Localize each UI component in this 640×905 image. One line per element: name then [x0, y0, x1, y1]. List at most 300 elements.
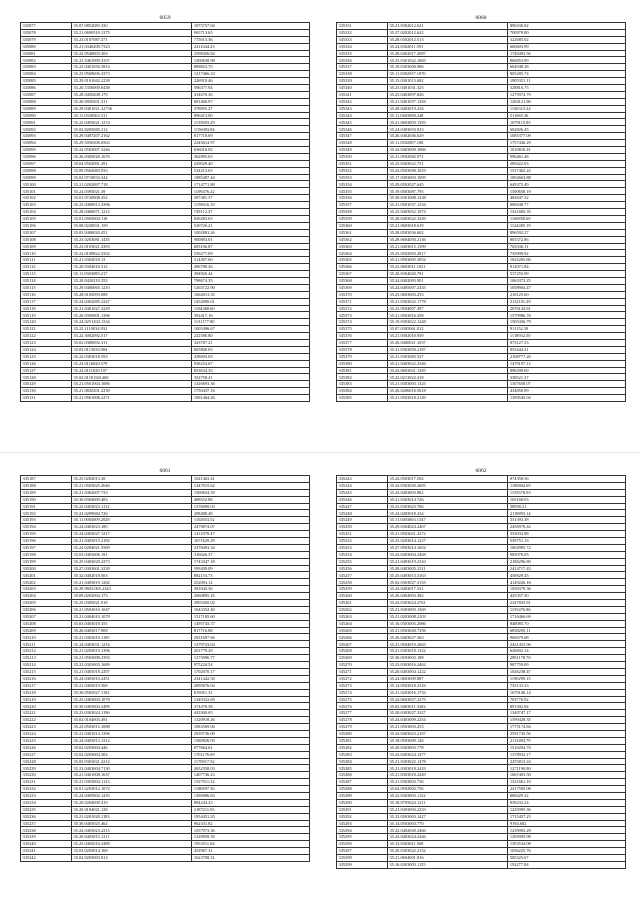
amount-cell: 1380826.05	[192, 737, 310, 744]
row-id-cell: 335084	[21, 71, 72, 78]
code-cell: 35.02.0303027.3155	[388, 579, 508, 586]
row-id-cell: 335347	[337, 133, 388, 140]
table-row	[337, 202, 626, 209]
row-id-cell: 335190	[21, 496, 72, 503]
amount-cell: 649375.49	[508, 181, 626, 188]
code-cell: 35.26.0206016.5618	[388, 388, 508, 395]
code-cell: 35.11.0330563.311	[72, 112, 192, 119]
table-row	[21, 827, 310, 834]
table-row	[337, 64, 626, 71]
amount-cell: 1156313.24	[508, 105, 626, 112]
row-id-cell: 335195	[21, 531, 72, 538]
row-id-cell: 335221	[21, 710, 72, 717]
row-id-cell: 335085	[21, 78, 72, 85]
code-cell: 35.23.0400013.3396	[72, 202, 192, 209]
table-row	[21, 257, 310, 264]
amount-cell: 808429.32	[508, 792, 626, 799]
table-row	[21, 133, 310, 140]
table-row	[337, 326, 626, 333]
table-row	[337, 641, 626, 648]
row-id-cell: 335130	[21, 388, 72, 395]
amount-cell: 2891178.70	[508, 655, 626, 662]
amount-cell: 1715457.25	[508, 813, 626, 820]
table-row	[337, 627, 626, 634]
code-cell: 35.26.0305020.1676	[72, 153, 192, 160]
table-row	[337, 229, 626, 236]
table-row	[337, 133, 626, 140]
row-id-cell: 335252	[337, 538, 388, 545]
code-cell: 35.21.0501004.1086	[72, 381, 192, 388]
table-row	[21, 531, 310, 538]
amount-cell: 323787.21	[192, 339, 310, 346]
table-row	[21, 806, 310, 813]
amount-cell: 1527911.32	[192, 779, 310, 786]
table-row	[337, 160, 626, 167]
code-cell: 35.21.0503003.253	[388, 724, 508, 731]
code-cell: 35.04.9502091.291	[72, 160, 192, 167]
row-id-cell: 335077	[21, 23, 72, 30]
table-row	[337, 43, 626, 50]
table-row	[21, 71, 310, 78]
amount-cell: 1320958.39	[192, 834, 310, 841]
row-id-cell: 335263	[337, 613, 388, 620]
row-id-cell: 335082	[21, 57, 72, 64]
table-row	[21, 482, 310, 489]
table-row	[337, 620, 626, 627]
row-id-cell: 335363	[337, 243, 388, 250]
code-cell: 35.23.0403004.7130	[72, 765, 192, 772]
code-cell: 35.21.0503009.2393	[72, 655, 192, 662]
table-row	[21, 489, 310, 496]
amount-cell: 877664.61	[192, 744, 310, 751]
code-cell: 35.01.0203012.1072	[72, 786, 192, 793]
table-row	[21, 339, 310, 346]
row-id-cell: 335220	[21, 703, 72, 710]
amount-cell: 1679140.14	[508, 689, 626, 696]
row-id-cell: 335215	[21, 668, 72, 675]
table-row	[21, 724, 310, 731]
amount-cell: 1749493.56	[508, 50, 626, 57]
code-cell: 35.26.0404003.382	[388, 593, 508, 600]
code-cell: 35.24.0603027.2275	[388, 696, 508, 703]
row-id-cell: 335371	[337, 298, 388, 305]
row-id-cell: 335229	[21, 765, 72, 772]
row-id-cell: 335350	[337, 153, 388, 160]
code-cell: 35.23.0203014.1227	[388, 538, 508, 545]
code-cell: 35.23.0402016.2489	[72, 841, 192, 848]
amount-cell: 896330.02	[508, 23, 626, 30]
table-row	[337, 264, 626, 271]
row-id-cell: 335128	[21, 374, 72, 381]
row-id-cell: 335332	[337, 29, 388, 36]
amount-cell: 208488.48	[192, 510, 310, 517]
code-cell: 35.23.0301022.1065	[388, 57, 508, 64]
row-id-cell: 335211	[21, 641, 72, 648]
code-cell: 35.03.0203014.168	[72, 848, 192, 855]
row-id-cell: 335205	[21, 600, 72, 607]
table-row	[337, 50, 626, 57]
table-row	[337, 806, 626, 813]
table-row	[21, 277, 310, 284]
code-cell: 35.23.0401050.5813	[72, 64, 192, 71]
code-cell: 35.24.0403024.2446	[388, 834, 508, 841]
table-row	[337, 841, 626, 848]
table-row	[337, 648, 626, 655]
code-cell: 35.24.0395021.39	[72, 188, 192, 195]
row-id-cell: 335275	[337, 696, 388, 703]
table-panel	[336, 14, 626, 402]
amount-cell: 896413.00	[192, 112, 310, 119]
code-cell: 35.23.0403052.1074	[388, 209, 508, 216]
code-cell: 35.24.0405007.2435	[388, 284, 508, 291]
code-cell: 35.24.0302011.591	[388, 43, 508, 50]
table-row	[337, 167, 626, 174]
code-cell: 35.28.0105093.088	[72, 291, 192, 298]
code-cell: 35.21.0401008.1637	[72, 772, 192, 779]
table-row	[21, 126, 310, 133]
code-cell: 35.21.0302010.939	[388, 333, 508, 340]
row-id-cell: 335352	[337, 167, 388, 174]
amount-cell: 812071.84	[508, 264, 626, 271]
code-cell: 35.19.0303022.1248	[388, 319, 508, 326]
amount-cell: 1517185.60	[192, 613, 310, 620]
code-cell: 35.21.0303003.1369	[388, 606, 508, 613]
row-id-cell: 335228	[21, 758, 72, 765]
table-row	[21, 717, 310, 724]
code-cell: 35.30.0505027.1192	[72, 689, 192, 696]
row-id-cell: 335093	[21, 133, 72, 140]
table-row	[21, 744, 310, 751]
row-id-cell: 335249	[337, 517, 388, 524]
row-id-cell: 335335	[337, 50, 388, 57]
row-id-cell: 335094	[21, 140, 72, 147]
row-id-cell: 335255	[337, 558, 388, 565]
code-cell: 35.24.0503017.502	[388, 476, 508, 483]
amount-cell: 2479874.07	[192, 524, 310, 531]
code-cell: 35.22.0303018.593	[72, 353, 192, 360]
table-row	[21, 627, 310, 634]
row-id-cell: 335383	[337, 381, 388, 388]
code-cell: 35.28.0403019.234	[388, 105, 508, 112]
amount-cell: 1320918.26	[192, 717, 310, 724]
amount-cell: 1026238.47	[508, 668, 626, 675]
table-row	[21, 160, 310, 167]
amount-cell: 896592.27	[508, 229, 626, 236]
amount-cell: 222580.80	[192, 333, 310, 340]
amount-cell: 965713.65	[192, 29, 310, 36]
row-id-cell: 335253	[337, 544, 388, 551]
amount-cell: 252093.12	[192, 579, 310, 586]
amount-cell: 2095676.04	[192, 682, 310, 689]
table-row	[337, 751, 626, 758]
row-id-cell: 335259	[337, 586, 388, 593]
table-row	[21, 510, 310, 517]
row-id-cell: 335239	[21, 834, 72, 841]
table-row	[21, 565, 310, 572]
amount-cell: 2245614.97	[192, 140, 310, 147]
amount-cell: 1118932.50	[508, 333, 626, 340]
table-row	[337, 147, 626, 154]
amount-cell: 165168.03	[508, 496, 626, 503]
table-row	[21, 613, 310, 620]
amount-cell: 848085.70	[508, 620, 626, 627]
table-row	[337, 353, 626, 360]
row-id-cell: 335080	[21, 43, 72, 50]
amount-cell: 1953511.04	[192, 841, 310, 848]
row-id-cell: 335353	[337, 174, 388, 181]
amount-cell: 1560654.39	[192, 489, 310, 496]
amount-cell: 1667403.50	[508, 772, 626, 779]
table-row	[337, 333, 626, 340]
row-id-cell: 335234	[21, 799, 72, 806]
table-row	[337, 339, 626, 346]
data-table	[336, 22, 626, 402]
table-row	[21, 758, 310, 765]
amount-cell: 553033.98	[508, 531, 626, 538]
code-cell: 35.21.0690510.1375	[72, 29, 192, 36]
table-row	[21, 43, 310, 50]
table-row	[21, 153, 310, 160]
amount-cell: 392417.16	[192, 312, 310, 319]
table-row	[21, 298, 310, 305]
amount-cell: 805800.05	[192, 346, 310, 353]
row-id-cell: 335095	[21, 147, 72, 154]
table-row	[21, 558, 310, 565]
code-cell: 35.22.0493621.1274	[72, 119, 192, 126]
row-id-cell: 335125	[21, 353, 72, 360]
amount-cell: 1155578.03	[508, 489, 626, 496]
table-row	[337, 188, 626, 195]
code-cell: 35.22.3002092.517	[72, 333, 192, 340]
table-row	[337, 606, 626, 613]
amount-cell: 1131177.80	[192, 319, 310, 326]
code-cell: 35.21.0503025.2646	[72, 482, 192, 489]
table-row	[21, 620, 310, 627]
table-row	[337, 820, 626, 827]
amount-cell: 1036225.76	[508, 848, 626, 855]
table-row	[21, 367, 310, 374]
amount-cell: 1271190.90	[508, 765, 626, 772]
code-cell: 35.21.0403022.2346	[388, 360, 508, 367]
row-id-cell: 335362	[337, 236, 388, 243]
row-id-cell: 335269	[337, 655, 388, 662]
row-id-cell: 335197	[21, 544, 72, 551]
row-id-cell: 335223	[21, 724, 72, 731]
row-id-cell: 335260	[337, 593, 388, 600]
amount-cell: 539751.13	[508, 538, 626, 545]
row-id-cell: 335089	[21, 105, 72, 112]
table-row	[337, 291, 626, 298]
code-cell: 35.20.0399001.1396	[72, 312, 192, 319]
row-id-cell: 335265	[337, 627, 388, 634]
amount-cell: 539277.09	[192, 250, 310, 257]
amount-cell: 1156003.84	[192, 126, 310, 133]
table-row	[21, 174, 310, 181]
data-table	[20, 475, 310, 862]
row-id-cell: 335342	[337, 98, 388, 105]
amount-cell: 289422.03	[508, 160, 626, 167]
amount-cell: 408552.88	[192, 496, 310, 503]
row-id-cell: 335078	[21, 29, 72, 36]
code-cell: 35.21.0603003.1393	[388, 119, 508, 126]
code-cell: 35.21.0303004.1123	[72, 779, 192, 786]
row-id-cell: 335340	[337, 85, 388, 92]
amount-cell: 238693.03	[192, 353, 310, 360]
row-id-cell: 335126	[21, 360, 72, 367]
code-cell: 35.21.0403015.1399	[388, 243, 508, 250]
table-row	[337, 710, 626, 717]
code-cell: 35.26.0950201.311	[72, 98, 192, 105]
code-cell: 35.24.0402083.901	[388, 277, 508, 284]
amount-cell: 1135693.29	[192, 119, 310, 126]
amount-cell: 1376099.03	[192, 503, 310, 510]
amount-cell: 1416693.36	[192, 381, 310, 388]
panel-title: 6059	[159, 15, 171, 21]
code-cell: 35.29.0304024.2467	[388, 524, 508, 531]
code-cell: 35.26.0403017.908	[72, 627, 192, 634]
row-id-cell: 335104	[21, 209, 72, 216]
row-id-cell: 335277	[337, 710, 388, 717]
row-id-cell: 335098	[21, 167, 72, 174]
row-id-cell: 335357	[337, 202, 388, 209]
row-id-cell: 335097	[21, 160, 72, 167]
row-id-cell: 335188	[21, 482, 72, 489]
table-row	[337, 689, 626, 696]
code-cell: 35.27.0202012.622	[388, 29, 508, 36]
code-cell: 35.23.0503015.1088	[72, 724, 192, 731]
code-cell: 35.09.0202004.173	[72, 593, 192, 600]
amount-cell: 2341442.50	[192, 675, 310, 682]
table-row	[21, 854, 310, 861]
page-sheet-bottom	[0, 453, 640, 905]
code-cell: 35.11.0303085.217	[72, 271, 192, 278]
amount-cell: 434850.09	[508, 388, 626, 395]
table-row	[337, 395, 626, 402]
table-row	[21, 496, 310, 503]
amount-cell: 482847.32	[508, 195, 626, 202]
code-cell: 35.30.0405025.462	[72, 820, 192, 827]
row-id-cell: 335091	[21, 119, 72, 126]
code-cell: 35.28.9603.005.2343	[72, 586, 192, 593]
code-cell: 35.19.0503087.795	[388, 188, 508, 195]
code-cell: 35.24.0403009.2254	[388, 717, 508, 724]
table-row	[337, 799, 626, 806]
table-row	[337, 737, 626, 744]
code-cell: 35.21.0303003.736	[388, 779, 508, 786]
code-cell: 35.04.0502002.756	[388, 786, 508, 793]
amount-cell: 1321685.35	[508, 209, 626, 216]
amount-cell: 1505436.79	[508, 319, 626, 326]
row-id-cell: 335096	[21, 153, 72, 160]
amount-cell: 1349332.65	[192, 696, 310, 703]
row-id-cell: 335349	[337, 147, 388, 154]
table-row	[21, 841, 310, 848]
code-cell: 35.22.0503007.3246	[72, 147, 192, 154]
code-cell: 35.02.8205085.212	[72, 126, 192, 133]
code-cell: 35.24.0403023.2215	[72, 827, 192, 834]
code-cell: 35.29.0401021.22736	[72, 105, 192, 112]
amount-cell: 328816.75	[508, 85, 626, 92]
amount-cell: 394826.44	[192, 271, 310, 278]
table-row	[337, 388, 626, 395]
amount-cell: 2456978.42	[508, 524, 626, 531]
code-cell: 35.15.0301013.682	[388, 78, 508, 85]
row-id-cell: 335381	[337, 367, 388, 374]
table-row	[337, 586, 626, 593]
row-id-cell: 335115	[21, 284, 72, 291]
code-cell: 35.21.0201020.1183	[72, 813, 192, 820]
table-row	[337, 489, 626, 496]
row-id-cell: 335196	[21, 538, 72, 545]
row-id-cell: 335288	[337, 786, 388, 793]
code-cell: 35.24.0603021.1285	[388, 367, 508, 374]
table-row	[337, 71, 626, 78]
code-cell: 35.22.0402020.2466	[388, 827, 508, 834]
row-id-cell: 335192	[21, 510, 72, 517]
table-row	[21, 710, 310, 717]
row-id-cell: 335296	[337, 841, 388, 848]
row-id-cell: 335114	[21, 277, 72, 284]
row-id-cell: 335232	[21, 786, 72, 793]
table-row	[21, 291, 310, 298]
code-cell: 35.24.0603009.887	[388, 675, 508, 682]
row-id-cell: 335083	[21, 64, 72, 71]
row-id-cell: 335122	[21, 333, 72, 340]
row-id-cell: 335339	[337, 78, 388, 85]
amount-cell: 874358.36	[508, 476, 626, 483]
amount-cell: 1286986.63	[192, 792, 310, 799]
table-row	[337, 668, 626, 675]
code-cell: 35.07.0305061.812	[388, 326, 508, 333]
row-id-cell: 335119	[21, 312, 72, 319]
table-row	[337, 23, 626, 30]
row-id-cell: 335385	[337, 395, 388, 402]
amount-cell: 798674.35	[192, 277, 310, 284]
code-cell: 35.20.0304016.512	[72, 264, 192, 271]
table-panel	[20, 14, 310, 402]
amount-cell: 2905450.02	[192, 600, 310, 607]
amount-cell: 1075757.04	[192, 23, 310, 30]
code-cell: 35.21.0503020.7356	[388, 627, 508, 634]
code-cell: 35.24.0403023.180	[72, 524, 192, 531]
row-id-cell: 335235	[21, 806, 72, 813]
table-row	[21, 381, 310, 388]
row-id-cell: 335214	[21, 662, 72, 669]
table-row	[337, 91, 626, 98]
code-cell: 35.21.0501037.1234	[388, 202, 508, 209]
code-cell: 35.29.0101042.2239	[72, 78, 192, 85]
table-row	[21, 119, 310, 126]
code-cell: 35.24.0403010.2451	[72, 675, 192, 682]
table-row	[337, 744, 626, 751]
code-cell: 35.22.0213022.418	[388, 374, 508, 381]
row-id-cell: 335236	[21, 813, 72, 820]
code-cell: 35.08.0220031.159	[72, 222, 192, 229]
code-cell: 35.23.0303023.766	[388, 503, 508, 510]
amount-cell: 1743347.18	[192, 558, 310, 565]
code-cell: 35.16.0303003.1155	[388, 861, 508, 868]
code-cell: 35.02.0203004.302	[72, 751, 192, 758]
table-row	[21, 188, 310, 195]
row-id-cell: 335102	[21, 195, 72, 202]
amount-cell: 1775174.84	[508, 724, 626, 731]
row-id-cell: 335257	[337, 572, 388, 579]
row-id-cell: 335273	[337, 682, 388, 689]
amount-cell: 703776.92	[508, 696, 626, 703]
row-id-cell: 335243	[337, 476, 388, 483]
amount-cell: 975224.54	[192, 662, 310, 669]
row-id-cell: 335337	[337, 64, 388, 71]
